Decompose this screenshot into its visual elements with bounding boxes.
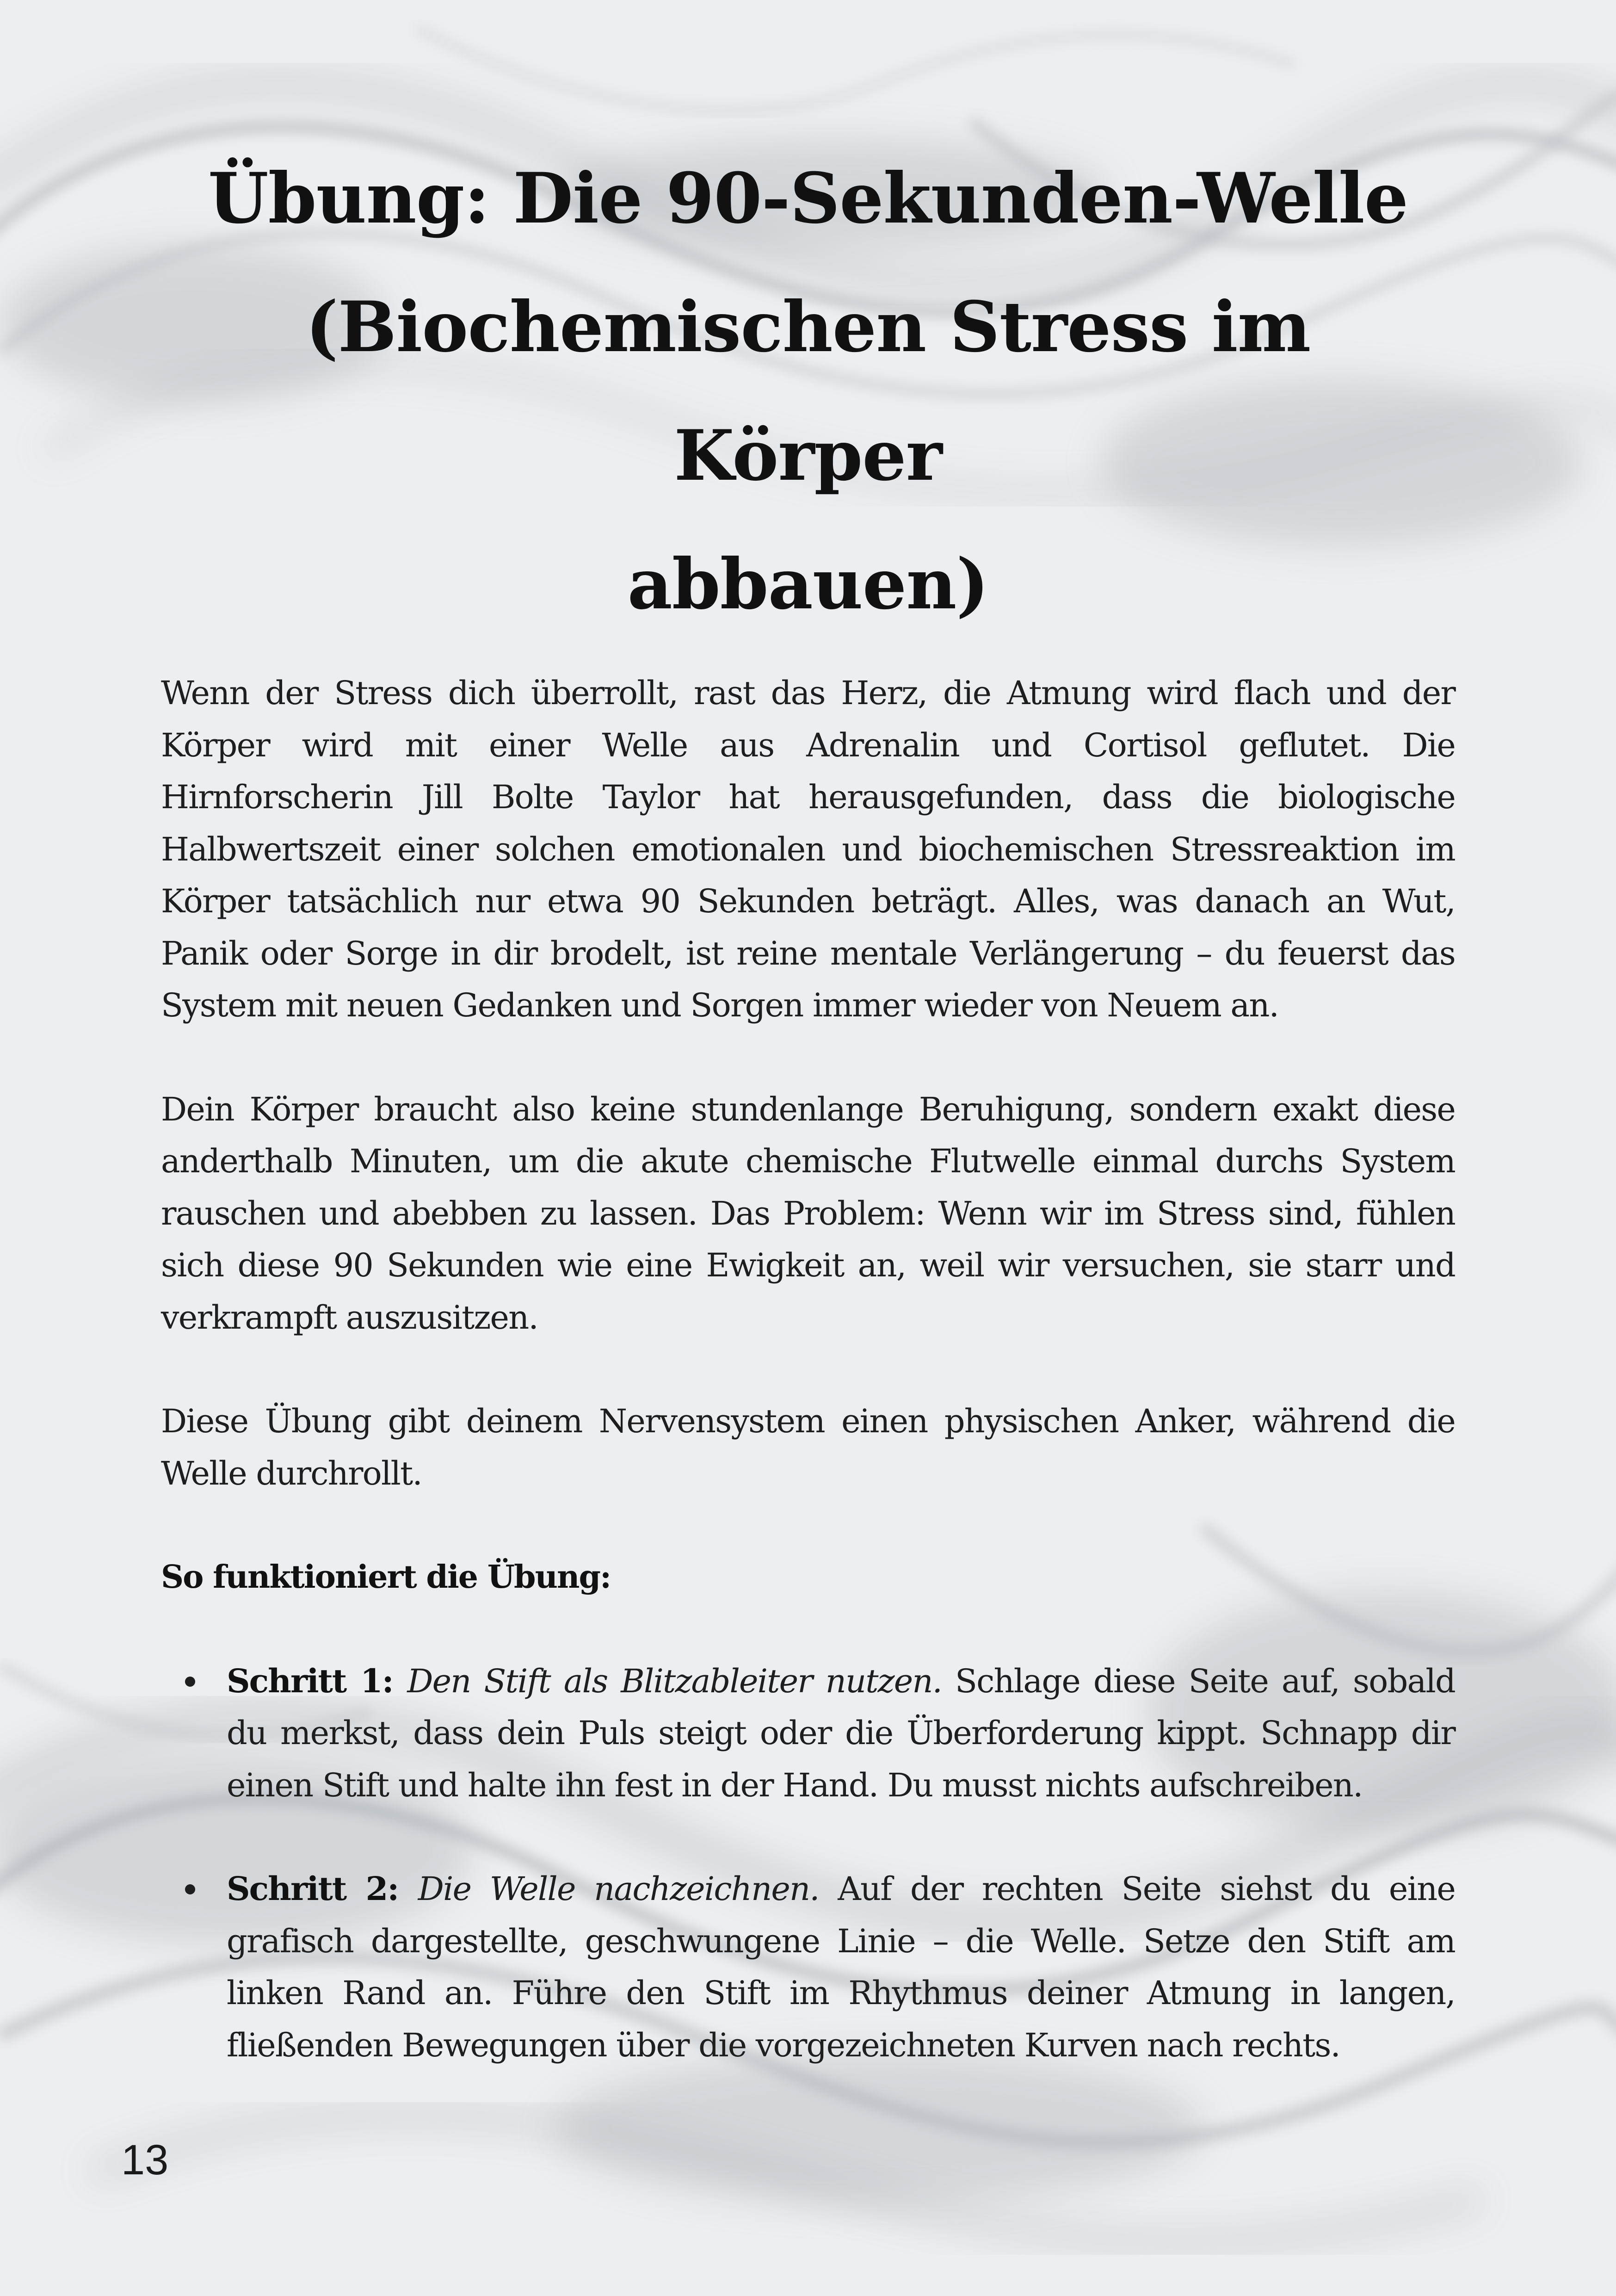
step-title: Den Stift als Blitzableiter nutzen. [407,1662,955,1700]
step-text: Auf der rechten Seite siehst du eine grafisch dargestellte, geschwungene Linie – die Welle. Setze den Stift am linken Rand an. Führe den Stift im Rhythmus deiner Atmung in langen, fließenden Bewegungen über die vorgezeichneten Kurven nach rechts. [227,1870,1455,2064]
body-paragraph: Dein Körper braucht also keine stundenlange Beruhigung, sondern exakt diese anderthalb Minuten, um die akute chemische Flutwelle einmal durchs System rauschen und abebben zu lassen. Das Problem: Wenn wir im Stress sind, fühlen sich diese 90 Sekunden wie eine Ewigkeit an, weil wir versuchen, sie starr und verkrampft auszusitzen. [161,1090,1455,1337]
page-content [161,134,1455,2071]
page-number: 13 [121,2136,169,2184]
bullet-icon [185,1677,195,1687]
title-line: Übung: Die 90-Sekunden-Welle [208,158,1408,239]
list-item [161,1655,1455,1812]
list-item [161,1863,1455,2071]
step-label: Schritt 1: [227,1661,407,1700]
step-title: Die Welle nachzeichnen. [418,1870,838,1908]
title-line: abbauen) [627,544,989,625]
page-title [161,134,1455,649]
step-label: Schritt 2: [227,1869,418,1908]
section-subheading: So funktioniert die Übung: [161,1559,611,1596]
bullet-icon [185,1884,195,1894]
steps-list [161,1655,1455,2072]
step-text: Schlage diese Seite auf, sobald du merkst, dass dein Puls steigt oder die Überforderung kippt. Schnapp dir einen Stift und halte ihn fest in der Hand. Du musst nichts aufschreiben. [227,1662,1455,1804]
body-paragraph: Wenn der Stress dich überrollt, rast das Herz, die Atmung wird flach und der Körper wird mit einer Welle aus Adrenalin und Cortisol geflutet. Die Hirnforscherin Jill Bolte Taylor hat herausgefunden, dass die biologische Halbwertszeit einer solchen emotionalen und biochemischen Stressreaktion im Körper tatsächlich nur etwa 90 Sekunden beträgt. Alles, was danach an Wut, Panik oder Sorge in dir brodelt, ist reine mentale Verlängerung – du feuerst das System mit neuen Gedanken und Sorgen immer wieder von Neuem an. [161,674,1455,1024]
body-paragraph: Diese Übung gibt deinem Nervensystem einen physischen Anker, während die Welle durchrollt. [161,1402,1455,1492]
title-line: (Biochemischen Stress im Körper [305,286,1311,496]
